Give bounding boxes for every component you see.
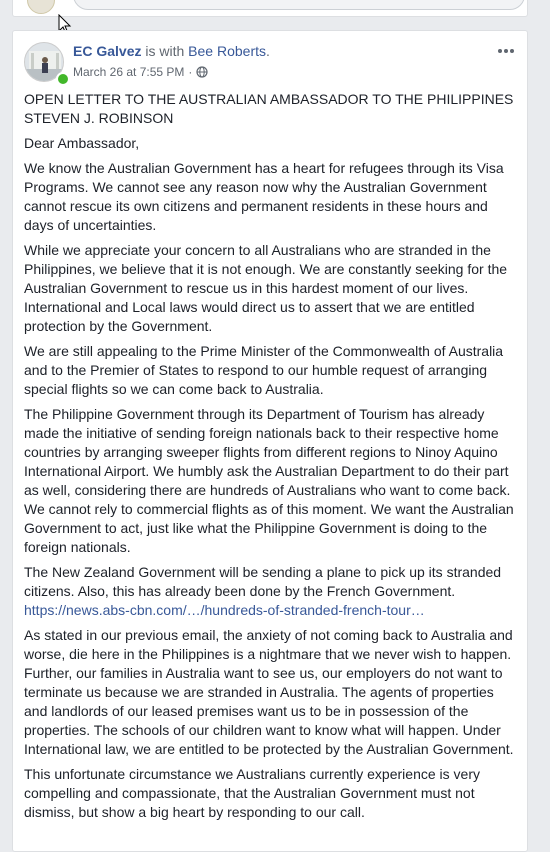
tagged-suffix: . xyxy=(266,43,270,59)
post-paragraph: OPEN LETTER TO THE AUSTRALIAN AMBASSADOR TO THE PHILIPPINES STEVEN J. ROBINSON xyxy=(24,91,514,126)
post-card xyxy=(12,30,528,852)
post-body xyxy=(24,90,520,828)
tagged-friend-link[interactable]: Bee Roberts xyxy=(188,43,266,59)
post-paragraph: This unfortunate circumstance we Australians currently experience is very compelling and compassionate, that the Australian Government must not dismiss, but show a big heart by responding to our call. xyxy=(24,766,480,820)
post-paragraph: The Philippine Government through its Department of Tourism has already made the initiative of sending foreign nationals back to their respective home countries by arranging sweeper flights from different regions to Ninoy Aquino International Airport. We humbly ask the Australian Department to do their part as well, considering there are hundreds of Australians who want to come back. We cannot rely to commercial flights as of this moment. We want the Australian Government to act, just like what the Philippine Government is doing to the foreign nationals. xyxy=(24,406,514,555)
post-attribution xyxy=(73,43,270,59)
previous-avatar[interactable] xyxy=(27,0,55,14)
online-status-icon xyxy=(56,72,70,86)
previous-post-card xyxy=(12,0,528,17)
post-timestamp[interactable]: March 26 at 7:55 PM xyxy=(73,65,185,79)
post-paragraph-with-link xyxy=(24,563,520,620)
post-paragraph: As stated in our previous email, the anxiety of not coming back to Australia and worse, die here in the Philippines is a nightmare that we never wish to happen. Further, our families in Australia want to see us, our employers do not want to terminate us because we are stranded in Australia. The agents of properties and landlords of our leased premises want us to be in possession of the properties. The schools of our children want to know what will happen. Under International law, we are entitled to be protected by the Australian Government. xyxy=(24,627,514,757)
post-meta xyxy=(73,65,208,79)
meta-separator: · xyxy=(188,65,193,79)
post-paragraph: We know the Australian Government has a heart for refugees through its Visa Programs. We cannot see any reason now why the Australian Government cannot rescue its own citizens and permanent residents in these hours and days of uncertainties. xyxy=(24,160,504,233)
post-paragraph: While we appreciate your concern to all Australians who are stranded in the Philippines, we believe that it is not enough. We are constantly seeking for the Australian Government to rescue us in this hardest moment of our lives. International and Local laws would direct us to assert that we are entitled protection by the Government. xyxy=(24,242,508,334)
with-text: is with xyxy=(141,43,189,59)
post-paragraph: We are still appealing to the Prime Minister of the Commonwealth of Australia and to the Premier of States to respond to our humble request of arranging special flights so we can come back to Australia. xyxy=(24,343,504,397)
post-header xyxy=(24,42,514,82)
post-paragraph: Dear Ambassador, xyxy=(24,135,140,151)
comment-input[interactable] xyxy=(73,0,525,10)
author-name-link[interactable]: EC Galvez xyxy=(73,43,142,59)
news-article-link[interactable]: https://news.abs-cbn.com/…/hundreds-of-stranded-french-tour… xyxy=(24,602,425,618)
nz-paragraph-text: The New Zealand Government will be sending a plane to pick up its stranded citizens. Also, this has already been done by the French Government. xyxy=(24,564,502,599)
ellipsis-icon[interactable] xyxy=(496,44,516,58)
globe-icon[interactable] xyxy=(196,66,208,78)
